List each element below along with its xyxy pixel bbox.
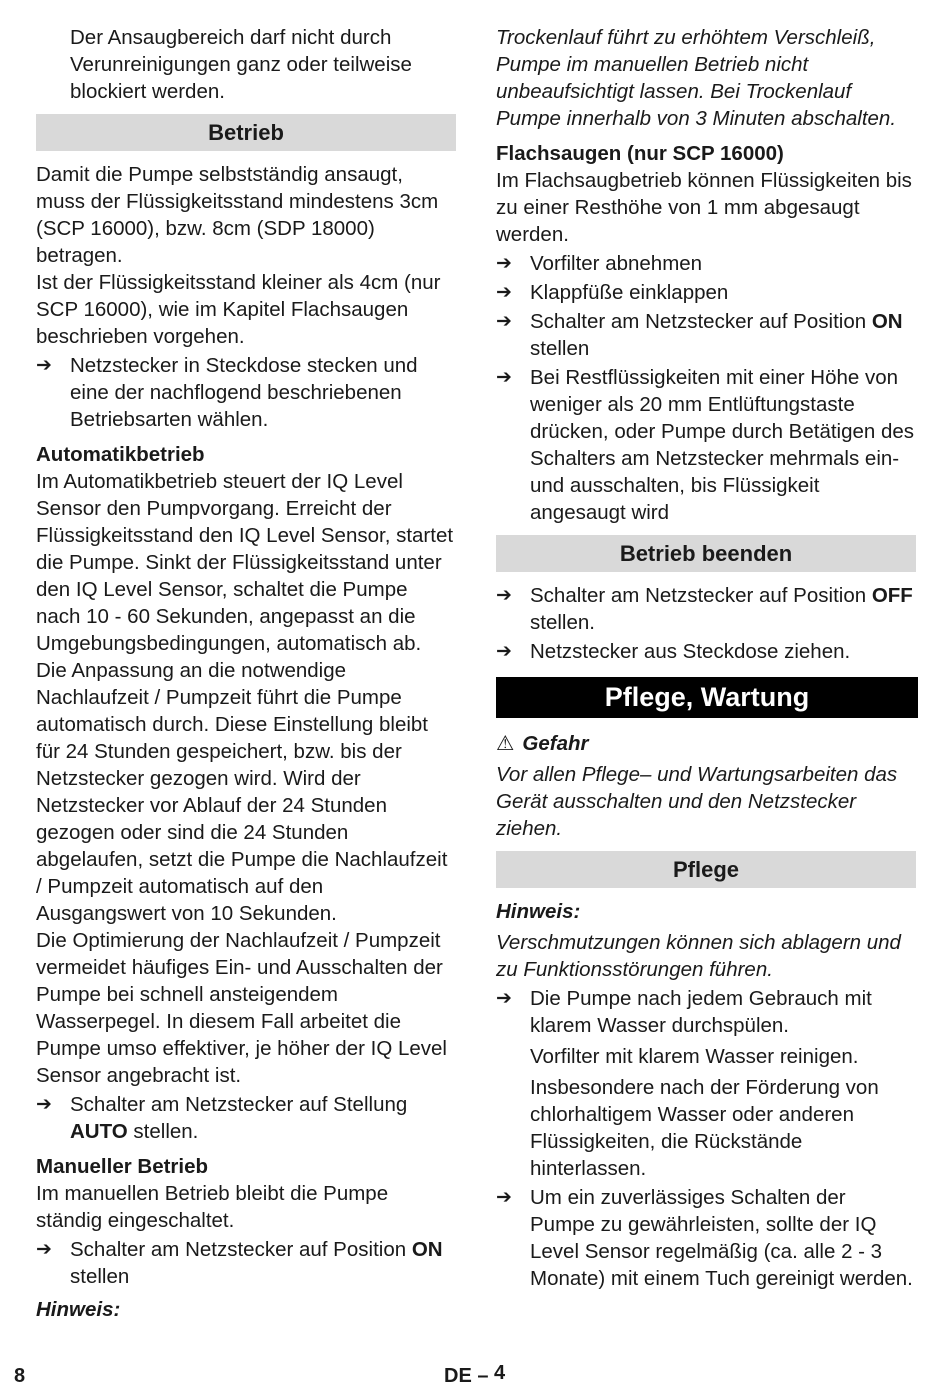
- flach-step-4: [496, 364, 916, 526]
- beenden-step-1-text: Schalter am Netzstecker auf Position: [530, 584, 872, 607]
- flach-step-2-text: Klappfüße einklappen: [530, 281, 729, 304]
- left-column: [36, 24, 456, 1323]
- arrow-icon: ➔: [496, 253, 512, 274]
- footer-section: [444, 1364, 505, 1388]
- arrow-icon: ➔: [496, 585, 512, 606]
- arrow-icon: ➔: [496, 282, 512, 303]
- flach-step-3-bold: ON: [871, 310, 903, 333]
- beenden-step-1-tail: stellen.: [530, 611, 595, 634]
- auto-step-tail: stellen.: [127, 1120, 199, 1143]
- chapter-heading-pflege-wartung: Pflege, Wartung: [496, 677, 918, 718]
- pflege-step-1-b: Vorfilter mit klarem Wasser reinigen.: [530, 1045, 859, 1068]
- auto-paragraph-2: Die Optimierung der Nachlaufzeit / Pumpzeit vermeidet häufiges Ein- und Ausschalten der Pumpe bei schnell ansteigendem Wasserpegel. In diesem Fall arbeitet die Pumpe umso effektiver, je höher der IQ Level Sensor angebracht ist.: [36, 929, 447, 1087]
- intro-text: Der Ansaugbereich darf nicht durch Verunreinigungen ganz oder teilweise blockiert werden.: [70, 26, 412, 103]
- hinweis-label-right: Hinweis:: [496, 900, 581, 923]
- arrow-icon: ➔: [36, 1239, 52, 1260]
- gefahr-label: Gefahr: [522, 732, 589, 755]
- section-heading-betrieb: Betrieb: [36, 114, 456, 151]
- gefahr-text: Vor allen Pflege– und Wartungsarbeiten das Gerät ausschalten und den Netzstecker ziehen.: [496, 763, 898, 840]
- footer-section-code: DE: [444, 1365, 472, 1387]
- hinweis-label-left: Hinweis:: [36, 1298, 121, 1321]
- manual-step-bold: ON: [411, 1238, 443, 1261]
- gefahr-heading: [496, 730, 916, 757]
- flach-step-3: [496, 308, 916, 362]
- auto-step-text: Schalter am Netzstecker auf Stellung: [70, 1093, 408, 1116]
- arrow-icon: ➔: [496, 641, 512, 662]
- footer-dash: –: [477, 1365, 489, 1387]
- flach-step-1: [496, 250, 916, 277]
- hinweis-text: Verschmutzungen können sich ablagern und zu Funktionsstörungen führen.: [496, 931, 901, 981]
- section-heading-betrieb-beenden: Betrieb beenden: [496, 535, 916, 572]
- manual-step: [36, 1236, 456, 1290]
- arrow-icon: ➔: [36, 1094, 52, 1115]
- dry-run-note: Trockenlauf führt zu erhöhtem Verschleiß, Pumpe im manuellen Betrieb nicht unbeaufsichtigt lassen. Bei Trockenlauf Pumpe innerhalb von 3 Minuten abschalten.: [496, 26, 897, 130]
- beenden-step-1: [496, 582, 916, 636]
- page-number: 8: [14, 1365, 26, 1387]
- arrow-icon: ➔: [36, 355, 52, 376]
- arrow-icon: ➔: [496, 1187, 512, 1208]
- betrieb-step-text: Netzstecker in Steckdose stecken und eine der nachflogend beschriebenen Betriebsarten wählen.: [70, 354, 418, 431]
- flach-step-3-text: Schalter am Netzstecker auf Position: [530, 310, 872, 333]
- flach-step-4-text: Bei Restflüssigkeiten mit einer Höhe von weniger als 20 mm Entlüftungstaste drücken, oder Pumpe durch Betätigen des Schalters am Netzstecker mehrmals ein- und ausschalten, bis Flüssigkeit angesaugt wird: [530, 366, 915, 524]
- manual-paragraph: Im manuellen Betrieb bleibt die Pumpe ständig eingeschaltet.: [36, 1182, 389, 1232]
- pflege-step-1: [496, 985, 916, 1039]
- heading-flachsaugen: Flachsaugen (nur SCP 16000): [496, 142, 784, 165]
- beenden-step-1-bold: OFF: [871, 584, 913, 607]
- heading-manueller-betrieb: Manueller Betrieb: [36, 1155, 209, 1178]
- beenden-step-2: [496, 638, 916, 665]
- warning-icon: ⚠: [496, 732, 515, 755]
- pflege-step-1-text: Die Pumpe nach jedem Gebrauch mit klarem Wasser durchspülen.: [530, 987, 872, 1037]
- betrieb-paragraph-1: Damit die Pumpe selbstständig ansaugt, muss der Flüssigkeitsstand mindestens 3cm (SCP 16000), bzw. 8cm (SDP 18000) betragen.: [36, 163, 439, 267]
- auto-step-bold: AUTO: [70, 1120, 128, 1143]
- right-column: [496, 24, 916, 1292]
- betrieb-step: [36, 352, 456, 433]
- pflege-step-1-c: Insbesondere nach der Förderung von chlorhaltigem Wasser oder anderen Flüssigkeiten, die Rückstände hinterlassen.: [530, 1076, 879, 1180]
- arrow-icon: ➔: [496, 988, 512, 1009]
- section-heading-pflege: Pflege: [496, 851, 916, 888]
- arrow-icon: ➔: [496, 367, 512, 388]
- heading-automatikbetrieb: Automatikbetrieb: [36, 443, 205, 466]
- flach-step-2: [496, 279, 916, 306]
- arrow-icon: ➔: [496, 311, 512, 332]
- flach-step-3-tail: stellen: [530, 337, 590, 360]
- flach-step-1-text: Vorfilter abnehmen: [530, 252, 703, 275]
- pflege-step-2-text: Um ein zuverlässiges Schalten der Pumpe zu gewährleisten, sollte der IQ Level Sensor regelmäßig (ca. alle 2 - 3 Monate) mit einem Tuch gereinigt werden.: [530, 1186, 913, 1290]
- manual-step-text: Schalter am Netzstecker auf Position: [70, 1238, 412, 1261]
- manual-step-tail: stellen: [70, 1265, 130, 1288]
- auto-step: [36, 1091, 456, 1145]
- footer-sub-page: 4: [494, 1362, 506, 1384]
- betrieb-paragraph-2: Ist der Flüssigkeitsstand kleiner als 4cm (nur SCP 16000), wie im Kapitel Flachsaugen beschrieben vorgehen.: [36, 271, 441, 348]
- beenden-step-2-text: Netzstecker aus Steckdose ziehen.: [530, 640, 851, 663]
- pflege-step-2: [496, 1184, 916, 1292]
- flach-paragraph: Im Flachsaugbetrieb können Flüssigkeiten bis zu einer Resthöhe von 1 mm abgesaugt werden.: [496, 169, 912, 246]
- auto-paragraph-1: Im Automatikbetrieb steuert der IQ Level Sensor den Pumpvorgang. Erreicht der Flüssigkeitsstand den IQ Level Sensor, startet die Pumpe. Sinkt der Flüssigkeitsstand unter den IQ Level Sensor, schaltet die Pumpe nach 10 - 60 Sekunden, angepasst an die Umgebungsbedingungen, automatisch ab. Die Anpassung an die notwendige Nachlaufzeit / Pumpzeit führt die Pumpe automatisch durch. Diese Einstellung bleibt für 24 Stunden gespeichert, bzw. bis der Netzstecker gezogen wird. Wird der Netzstecker vor Ablauf der 24 Stunden gezogen oder sind die 24 Stunden abgelaufen, setzt die Pumpe die Nachlaufzeit / Pumpzeit automatisch auf den Ausgangswert von 10 Sekunden.: [36, 470, 454, 925]
